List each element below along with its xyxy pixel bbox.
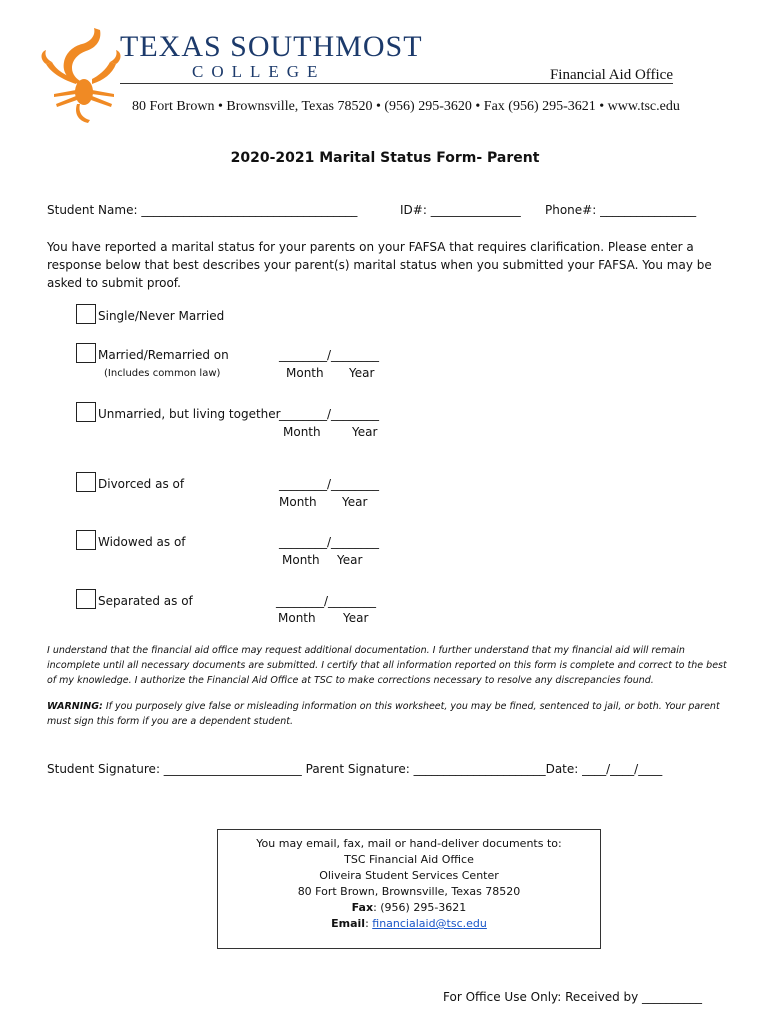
month-label: Month: [286, 366, 324, 380]
option-label-divorced: Divorced as of: [98, 477, 185, 491]
warning-text: [47, 699, 727, 729]
mail-fax: [218, 900, 600, 916]
date-blank-married[interactable]: ________/________: [279, 348, 380, 362]
month-label: Month: [279, 495, 317, 509]
month-label: Month: [278, 611, 316, 625]
college-name: TEXAS SOUTHMOST: [120, 30, 423, 63]
option-label-single: Single/Never Married: [98, 309, 225, 323]
date-blank-unmarried[interactable]: ________/________: [279, 407, 380, 421]
certification-text: I understand that the financial aid office may request additional documentation. I further understand that my financial aid will remain incomplete until all necessary documents are submitted. I certify that all information reported on this form is complete and correct to the best of my knowledge. I authorize the Financial Aid Office at TSC to make corrections necessary to resolve any discrepancies found.: [47, 645, 727, 686]
office-name: Financial Aid Office: [549, 67, 673, 83]
option-label-widowed: Widowed as of: [98, 535, 186, 549]
college-subtitle: COLLEGE: [192, 62, 326, 81]
mail-email: [218, 916, 600, 932]
month-label: Month: [282, 553, 320, 567]
checkbox-married[interactable]: [76, 343, 96, 363]
year-label: Year: [343, 611, 369, 625]
email-label: Email: [331, 917, 366, 930]
option-label-separated: Separated as of: [98, 594, 193, 608]
office-use-line: For Office Use Only: Received by __________: [443, 990, 703, 1004]
student-name-field[interactable]: Student Name: ____________________________________: [47, 203, 358, 217]
signature-line[interactable]: Student Signature: _______________________ Parent Signature: ______________________Date: ____/____/____: [47, 762, 663, 776]
checkbox-single[interactable]: [76, 304, 96, 324]
college-address: 80 Fort Brown • Brownsville, Texas 78520 • (956) 295-3620 • Fax (956) 295-3621 • www.tsc.edu: [132, 99, 680, 114]
month-label: Month: [283, 425, 321, 439]
date-blank-divorced[interactable]: ________/________: [279, 477, 380, 491]
mailing-info-box: [217, 829, 601, 949]
phone-field[interactable]: Phone#: ________________: [545, 203, 697, 217]
year-label: Year: [349, 366, 375, 380]
year-label: Year: [337, 553, 363, 567]
fax-label: Fax: [351, 901, 374, 914]
mail-address: 80 Fort Brown, Brownsville, Texas 78520: [297, 885, 521, 898]
year-label: Year: [352, 425, 378, 439]
checkbox-widowed[interactable]: [76, 530, 96, 550]
option-label-unmarried: Unmarried, but living together: [98, 407, 281, 421]
email-link[interactable]: financialaid@tsc.edu: [372, 917, 487, 930]
id-field[interactable]: ID#: _______________: [400, 203, 521, 217]
fax-value: : (956) 295-3621: [373, 901, 467, 914]
email-separator: :: [365, 917, 373, 930]
option-label-married: Married/Remarried on: [98, 348, 229, 362]
warning-label: WARNING:: [47, 701, 103, 712]
checkbox-divorced[interactable]: [76, 472, 96, 492]
checkbox-unmarried[interactable]: [76, 402, 96, 422]
date-blank-widowed[interactable]: ________/________: [279, 535, 380, 549]
mail-center: Oliveira Student Services Center: [319, 869, 499, 882]
form-title: 2020-2021 Marital Status Form- Parent: [230, 150, 540, 166]
scorpion-logo-icon: [38, 24, 122, 124]
mail-office: TSC Financial Aid Office: [344, 853, 474, 866]
checkbox-separated[interactable]: [76, 589, 96, 609]
date-blank-separated[interactable]: ________/________: [276, 594, 377, 608]
option-note-married: (Includes common law): [104, 368, 221, 379]
mail-instruction: You may email, fax, mail or hand-deliver documents to:: [256, 837, 562, 850]
intro-text: You have reported a marital status for your parents on your FAFSA that requires clarification. Please enter a response below that best describes your parent(s) marital status when you submitted your FAFSA. You may be asked to submit proof.: [47, 240, 712, 290]
year-label: Year: [342, 495, 368, 509]
warning-body: If you purposely give false or misleading information on this worksheet, you may be fined, sentenced to jail, or both. Your parent must sign this form if you are a dependent student.: [47, 701, 720, 727]
